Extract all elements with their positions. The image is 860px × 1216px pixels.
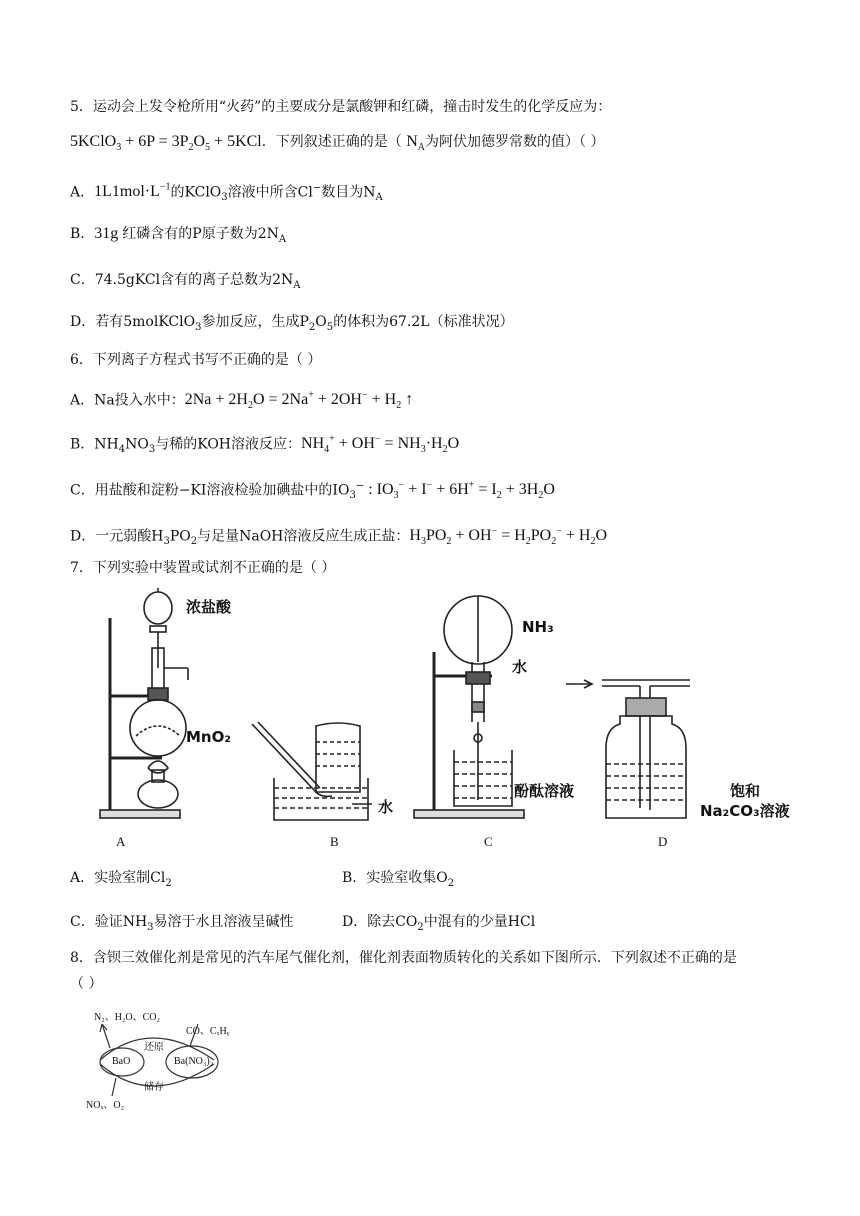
q7-option-a: A．实验室制$Cl_2$ bbox=[70, 870, 172, 889]
q6-option-a: A．Na投入水中：$2Na + 2H_2O = 2Na^+ + 2OH^- + H_2$ ↑ bbox=[70, 390, 414, 412]
q7-stem: 7．下列实验中装置或试剂不正确的是（ ） bbox=[70, 560, 336, 576]
label-water-b: 水 bbox=[378, 798, 394, 816]
q5-stem: 5．运动会上发令枪所用“火药”的主要成分是氯酸钾和红磷，撞击时发生的化学反应为： bbox=[70, 99, 612, 115]
q7-option-c: C．验证$NH_3$易溶于水且溶液呈碱性 bbox=[70, 914, 294, 933]
q6-stem: 6．下列离子方程式书写不正确的是（ ） bbox=[70, 352, 322, 368]
label-bano3: Ba(NO₃)₂ bbox=[174, 1056, 214, 1067]
q8-stem-paren: （ ） bbox=[70, 976, 103, 992]
q7-option-d: D．除去$CO_2$中混有的少量HCl bbox=[342, 914, 536, 933]
q6-option-d: D．一元弱酸$H_3PO_2$与足量NaOH溶液反应生成正盐：$H_3PO_2 + OH^- = H_2PO_2^- + H_2O$ bbox=[70, 526, 607, 548]
apparatus-b-figure bbox=[250, 720, 376, 824]
label-store: 储存 bbox=[144, 1082, 164, 1093]
q5-option-a: A．$1L1mol\cdot L^{-1}$的KClO$_3$溶液中所含Cl−数目为$N_A$ bbox=[70, 182, 383, 204]
label-mno2: MnO₂ bbox=[186, 728, 231, 746]
q6-option-b: B．$NH_4NO_3$与稀的KOH溶液反应：$NH_4^+ + OH^- = NH_3\cdot H_2O$ bbox=[70, 434, 460, 456]
label-saturated: 饱和 bbox=[730, 782, 761, 800]
label-na2co3: Na₂CO₃溶液 bbox=[700, 802, 790, 820]
label-water-c: 水 bbox=[512, 658, 528, 676]
apparatus-d-figure bbox=[562, 668, 702, 826]
caption-c: C bbox=[484, 834, 493, 849]
label-reactants: NOₓ、O₂ bbox=[86, 1100, 125, 1111]
q5-option-c: C．74.5gKCl含有的离子总数为$2N_A$ bbox=[70, 272, 301, 291]
q6-option-c: C．用盐酸和淀粉−KI溶液检验加碘盐中的$IO_3^-$ : $IO_3^- + I^- + 6H^+ = I_2 + 3H_2O$ bbox=[70, 480, 555, 502]
label-hcl: 浓盐酸 bbox=[186, 598, 232, 616]
caption-a: A bbox=[116, 834, 126, 849]
q5-equation-note: ．下列叙述正确的是（ bbox=[261, 134, 402, 150]
caption-d: D bbox=[658, 834, 668, 849]
q5-option-b: B．31g 红磷含有的P原子数为$2N_A$ bbox=[70, 225, 287, 245]
q7-option-b: B．实验室收集$O_2$ bbox=[342, 870, 455, 889]
q5-option-d: D．若有5molKClO$_3$参加反应，生成$P_2O_5$的体积为67.2L（标准状况） bbox=[70, 314, 514, 333]
na-symbol: $N_A$ bbox=[406, 133, 425, 154]
label-phenolphthalein: 酚酞溶液 bbox=[514, 782, 575, 800]
caption-b: B bbox=[330, 834, 339, 849]
q8-stem: 8．含钡三效催化剂是常见的汽车尾气催化剂，催化剂表面物质转化的关系如下图所示．下列叙述不正确的是 bbox=[70, 950, 737, 966]
q5-equation-line: 5KClO$_3$ + $6P = 3P_2O_5 + 5KCl$．下列叙述正确的是（ $N_A$为阿伏加德罗常数的值）（ ） bbox=[70, 133, 605, 154]
label-reductants: CO、CₓHᵧ bbox=[186, 1026, 230, 1037]
apparatus-a-figure bbox=[96, 588, 266, 824]
label-nh3: NH₃ bbox=[522, 618, 554, 636]
label-bao: BaO bbox=[112, 1056, 131, 1067]
label-products: N₂、H₂O、CO₂ bbox=[94, 1012, 161, 1023]
label-reduce: 还原 bbox=[144, 1042, 164, 1053]
